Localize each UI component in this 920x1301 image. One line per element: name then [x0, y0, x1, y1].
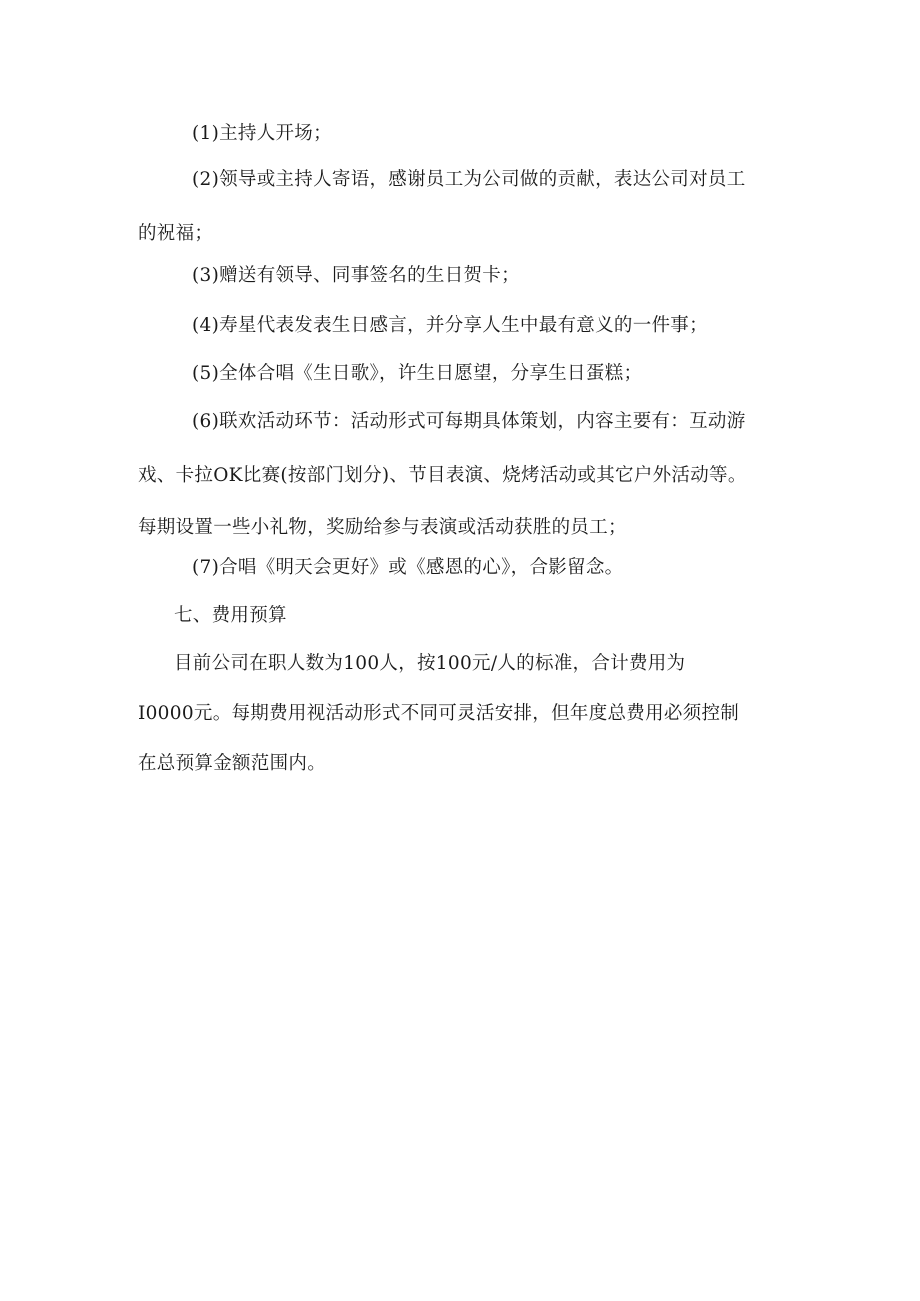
paragraph-leader-speech — [138, 162, 798, 252]
text-line: (4)寿星代表发表生日感言，并分享人生中最有意义的一件事； — [192, 315, 708, 336]
text-line: 在总预算金额范围内。 — [138, 753, 327, 774]
text-line: (5)全体合唱《生日歌》，许生日愿望，分享生日蛋糕； — [192, 363, 643, 384]
paragraph-birthday-card — [138, 258, 798, 294]
paragraph-activities — [138, 404, 798, 546]
text-line: 戏、卡拉OK比赛(按部门划分)、节目表演、烧烤活动或其它户外活动等。 — [138, 465, 747, 486]
text-line: 目前公司在职人数为100人，按100元/人的标准，合计费用为 — [174, 653, 686, 674]
text-line: (7)合唱《明天会更好》或《感恩的心》，合影留念。 — [192, 557, 624, 578]
section-heading: 七、费用预算 — [174, 605, 287, 626]
paragraph-singing — [138, 356, 798, 392]
text-line: I0000元。每期费用视活动形式不同可灵活安排，但年度总费用必须控制 — [138, 703, 740, 724]
text-line: 每期设置一些小礼物，奖励给参与表演或活动获胜的员工； — [138, 517, 627, 538]
paragraph-budget — [138, 646, 798, 782]
text-line: (3)赠送有领导、同事签名的生日贺卡； — [192, 265, 520, 286]
paragraph-speech — [138, 308, 798, 344]
text-line: (1)主持人开场； — [192, 123, 332, 144]
paragraph-host-opening — [138, 116, 798, 152]
paragraph-group-photo — [138, 550, 798, 586]
section-heading-budget — [138, 598, 798, 634]
text-line: (2)领导或主持人寄语，感谢员工为公司做的贡献，表达公司对员工 — [192, 169, 746, 190]
text-line: (6)联欢活动环节：活动形式可每期具体策划，内容主要有：互动游 — [192, 411, 746, 432]
text-line: 的祝福； — [138, 223, 214, 244]
